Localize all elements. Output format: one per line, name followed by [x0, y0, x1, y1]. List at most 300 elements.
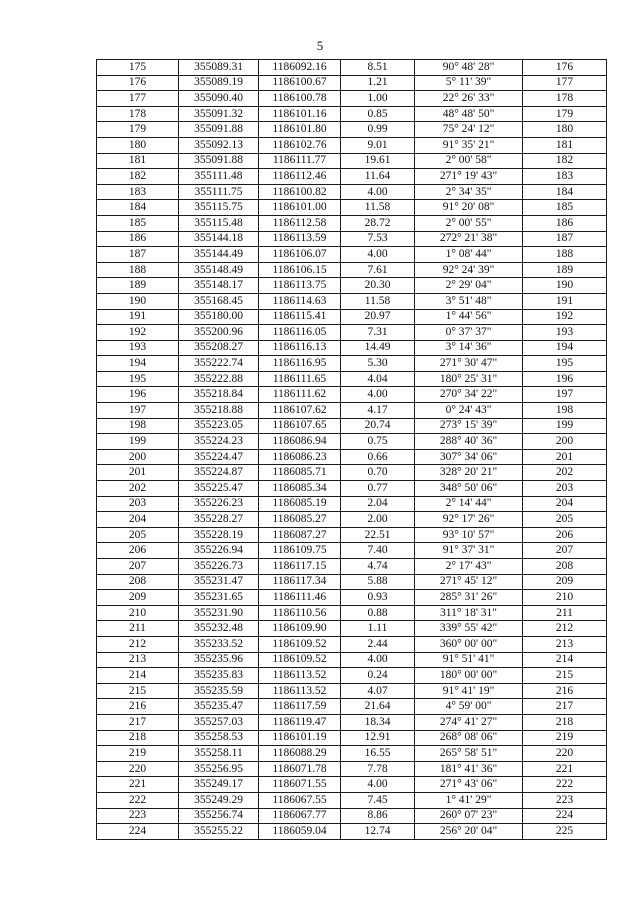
y-coordinate-cell: 1186111.77 [259, 153, 341, 169]
table-row [97, 621, 607, 637]
y-coordinate-cell: 1186101.00 [259, 200, 341, 216]
table-row [97, 309, 607, 325]
bearing-cell: 3° 51' 48" [415, 293, 523, 309]
table-row [97, 590, 607, 606]
x-coordinate-cell: 355218.84 [179, 387, 259, 403]
table-row [97, 481, 607, 497]
x-coordinate-cell: 355111.75 [179, 184, 259, 200]
bearing-cell: 0° 37' 37" [415, 325, 523, 341]
point-number-cell: 210 [97, 605, 179, 621]
point-number-cell: 205 [97, 527, 179, 543]
table-row [97, 247, 607, 263]
distance-cell: 7.61 [341, 262, 415, 278]
table-row [97, 278, 607, 294]
point-number-cell: 204 [97, 512, 179, 528]
point-number-cell: 186 [97, 231, 179, 247]
point-number-cell: 214 [97, 668, 179, 684]
table-row [97, 605, 607, 621]
next-point-cell: 200 [523, 434, 607, 450]
distance-cell: 4.07 [341, 683, 415, 699]
distance-cell: 28.72 [341, 215, 415, 231]
next-point-cell: 223 [523, 792, 607, 808]
bearing-cell: 0° 24' 43" [415, 403, 523, 419]
distance-cell: 9.01 [341, 137, 415, 153]
distance-cell: 20.30 [341, 278, 415, 294]
next-point-cell: 224 [523, 808, 607, 824]
table-row [97, 106, 607, 122]
point-number-cell: 211 [97, 621, 179, 637]
next-point-cell: 179 [523, 106, 607, 122]
point-number-cell: 212 [97, 636, 179, 652]
point-number-cell: 208 [97, 574, 179, 590]
y-coordinate-cell: 1186117.59 [259, 699, 341, 715]
next-point-cell: 197 [523, 387, 607, 403]
distance-cell: 1.21 [341, 75, 415, 91]
next-point-cell: 188 [523, 247, 607, 263]
next-point-cell: 181 [523, 137, 607, 153]
x-coordinate-cell: 355256.95 [179, 761, 259, 777]
bearing-cell: 2° 00' 55" [415, 215, 523, 231]
next-point-cell: 221 [523, 761, 607, 777]
x-coordinate-cell: 355235.47 [179, 699, 259, 715]
y-coordinate-cell: 1186116.13 [259, 340, 341, 356]
next-point-cell: 202 [523, 465, 607, 481]
bearing-cell: 270° 34' 22" [415, 387, 523, 403]
next-point-cell: 212 [523, 621, 607, 637]
next-point-cell: 184 [523, 184, 607, 200]
table-row [97, 543, 607, 559]
distance-cell: 7.40 [341, 543, 415, 559]
bearing-cell: 93° 10' 57" [415, 527, 523, 543]
x-coordinate-cell: 355222.74 [179, 356, 259, 372]
distance-cell: 4.00 [341, 247, 415, 263]
bearing-cell: 181° 41' 36" [415, 761, 523, 777]
next-point-cell: 193 [523, 325, 607, 341]
y-coordinate-cell: 1186085.34 [259, 481, 341, 497]
distance-cell: 0.70 [341, 465, 415, 481]
table-row [97, 293, 607, 309]
next-point-cell: 176 [523, 60, 607, 76]
x-coordinate-cell: 355148.17 [179, 278, 259, 294]
page-number: 5 [316, 38, 324, 53]
point-number-cell: 192 [97, 325, 179, 341]
y-coordinate-cell: 1186100.82 [259, 184, 341, 200]
x-coordinate-cell: 355222.88 [179, 371, 259, 387]
next-point-cell: 211 [523, 605, 607, 621]
next-point-cell: 208 [523, 559, 607, 575]
x-coordinate-cell: 355226.94 [179, 543, 259, 559]
x-coordinate-cell: 355255.22 [179, 824, 259, 840]
distance-cell: 1.11 [341, 621, 415, 637]
y-coordinate-cell: 1186087.27 [259, 527, 341, 543]
y-coordinate-cell: 1186092.16 [259, 60, 341, 76]
bearing-cell: 272° 21' 38" [415, 231, 523, 247]
x-coordinate-cell: 355235.59 [179, 683, 259, 699]
table-row [97, 418, 607, 434]
next-point-cell: 190 [523, 278, 607, 294]
bearing-cell: 2° 29' 04" [415, 278, 523, 294]
distance-cell: 7.45 [341, 792, 415, 808]
point-number-cell: 209 [97, 590, 179, 606]
x-coordinate-cell: 355111.48 [179, 169, 259, 185]
distance-cell: 1.00 [341, 91, 415, 107]
bearing-cell: 271° 30' 47" [415, 356, 523, 372]
bearing-cell: 5° 11' 39" [415, 75, 523, 91]
x-coordinate-cell: 355235.83 [179, 668, 259, 684]
next-point-cell: 225 [523, 824, 607, 840]
y-coordinate-cell: 1186109.75 [259, 543, 341, 559]
distance-cell: 2.00 [341, 512, 415, 528]
bearing-cell: 1° 08' 44" [415, 247, 523, 263]
next-point-cell: 201 [523, 449, 607, 465]
distance-cell: 5.30 [341, 356, 415, 372]
x-coordinate-cell: 355225.47 [179, 481, 259, 497]
distance-cell: 4.00 [341, 652, 415, 668]
next-point-cell: 204 [523, 496, 607, 512]
y-coordinate-cell: 1186119.47 [259, 714, 341, 730]
x-coordinate-cell: 355224.23 [179, 434, 259, 450]
point-number-cell: 200 [97, 449, 179, 465]
next-point-cell: 177 [523, 75, 607, 91]
table-row [97, 153, 607, 169]
next-point-cell: 191 [523, 293, 607, 309]
x-coordinate-cell: 355256.74 [179, 808, 259, 824]
distance-cell: 4.00 [341, 184, 415, 200]
x-coordinate-cell: 355089.31 [179, 60, 259, 76]
distance-cell: 0.85 [341, 106, 415, 122]
distance-cell: 2.44 [341, 636, 415, 652]
distance-cell: 7.53 [341, 231, 415, 247]
table-row [97, 465, 607, 481]
distance-cell: 11.58 [341, 200, 415, 216]
bearing-cell: 75° 24' 12" [415, 122, 523, 138]
point-number-cell: 218 [97, 730, 179, 746]
table-row [97, 371, 607, 387]
y-coordinate-cell: 1186107.65 [259, 418, 341, 434]
y-coordinate-cell: 1186107.62 [259, 403, 341, 419]
table-row [97, 403, 607, 419]
point-number-cell: 224 [97, 824, 179, 840]
x-coordinate-cell: 355257.03 [179, 714, 259, 730]
point-number-cell: 197 [97, 403, 179, 419]
y-coordinate-cell: 1186117.15 [259, 559, 341, 575]
distance-cell: 16.55 [341, 746, 415, 762]
next-point-cell: 182 [523, 153, 607, 169]
bearing-cell: 22° 26' 33" [415, 91, 523, 107]
y-coordinate-cell: 1186111.65 [259, 371, 341, 387]
distance-cell: 11.64 [341, 169, 415, 185]
point-number-cell: 221 [97, 777, 179, 793]
y-coordinate-cell: 1186071.78 [259, 761, 341, 777]
next-point-cell: 195 [523, 356, 607, 372]
bearing-cell: 307° 34' 06" [415, 449, 523, 465]
y-coordinate-cell: 1186088.29 [259, 746, 341, 762]
bearing-cell: 328° 20' 21" [415, 465, 523, 481]
point-number-cell: 188 [97, 262, 179, 278]
next-point-cell: 192 [523, 309, 607, 325]
point-number-cell: 219 [97, 746, 179, 762]
table-row [97, 714, 607, 730]
point-number-cell: 175 [97, 60, 179, 76]
next-point-cell: 205 [523, 512, 607, 528]
x-coordinate-cell: 355226.23 [179, 496, 259, 512]
next-point-cell: 222 [523, 777, 607, 793]
y-coordinate-cell: 1186101.16 [259, 106, 341, 122]
table-row [97, 60, 607, 76]
next-point-cell: 194 [523, 340, 607, 356]
y-coordinate-cell: 1186067.55 [259, 792, 341, 808]
y-coordinate-cell: 1186071.55 [259, 777, 341, 793]
x-coordinate-cell: 355091.32 [179, 106, 259, 122]
distance-cell: 19.61 [341, 153, 415, 169]
bearing-cell: 92° 24' 39" [415, 262, 523, 278]
y-coordinate-cell: 1186086.94 [259, 434, 341, 450]
table-row [97, 356, 607, 372]
point-number-cell: 190 [97, 293, 179, 309]
distance-cell: 12.91 [341, 730, 415, 746]
bearing-cell: 91° 51' 41" [415, 652, 523, 668]
bearing-cell: 3° 14' 36" [415, 340, 523, 356]
x-coordinate-cell: 355144.49 [179, 247, 259, 263]
table-row [97, 200, 607, 216]
table-row [97, 91, 607, 107]
table-row [97, 746, 607, 762]
y-coordinate-cell: 1186100.78 [259, 91, 341, 107]
table-row [97, 824, 607, 840]
point-number-cell: 223 [97, 808, 179, 824]
point-number-cell: 191 [97, 309, 179, 325]
x-coordinate-cell: 355168.45 [179, 293, 259, 309]
distance-cell: 4.17 [341, 403, 415, 419]
table-row [97, 792, 607, 808]
bearing-cell: 273° 15' 39" [415, 418, 523, 434]
point-number-cell: 202 [97, 481, 179, 497]
x-coordinate-cell: 355091.88 [179, 153, 259, 169]
y-coordinate-cell: 1186110.56 [259, 605, 341, 621]
table-row [97, 668, 607, 684]
table-row [97, 75, 607, 91]
y-coordinate-cell: 1186106.07 [259, 247, 341, 263]
point-number-cell: 182 [97, 169, 179, 185]
next-point-cell: 209 [523, 574, 607, 590]
next-point-cell: 178 [523, 91, 607, 107]
bearing-cell: 274° 41' 27" [415, 714, 523, 730]
distance-cell: 4.00 [341, 387, 415, 403]
table-row [97, 137, 607, 153]
bearing-cell: 180° 25' 31" [415, 371, 523, 387]
x-coordinate-cell: 355228.27 [179, 512, 259, 528]
y-coordinate-cell: 1186109.52 [259, 652, 341, 668]
distance-cell: 8.86 [341, 808, 415, 824]
table-row [97, 636, 607, 652]
table-row [97, 434, 607, 450]
distance-cell: 21.64 [341, 699, 415, 715]
next-point-cell: 213 [523, 636, 607, 652]
distance-cell: 14.49 [341, 340, 415, 356]
y-coordinate-cell: 1186085.19 [259, 496, 341, 512]
next-point-cell: 206 [523, 527, 607, 543]
bearing-cell: 90° 48' 28" [415, 60, 523, 76]
y-coordinate-cell: 1186117.34 [259, 574, 341, 590]
table-row [97, 527, 607, 543]
next-point-cell: 185 [523, 200, 607, 216]
x-coordinate-cell: 355218.88 [179, 403, 259, 419]
point-number-cell: 193 [97, 340, 179, 356]
table-row [97, 449, 607, 465]
bearing-cell: 2° 34' 35" [415, 184, 523, 200]
table-body [97, 60, 607, 840]
y-coordinate-cell: 1186109.52 [259, 636, 341, 652]
y-coordinate-cell: 1186113.52 [259, 668, 341, 684]
next-point-cell: 207 [523, 543, 607, 559]
y-coordinate-cell: 1186115.41 [259, 309, 341, 325]
x-coordinate-cell: 355224.47 [179, 449, 259, 465]
bearing-cell: 91° 35' 21" [415, 137, 523, 153]
next-point-cell: 189 [523, 262, 607, 278]
point-number-cell: 184 [97, 200, 179, 216]
table-row [97, 122, 607, 138]
bearing-cell: 285° 31' 26" [415, 590, 523, 606]
x-coordinate-cell: 355090.40 [179, 91, 259, 107]
table-row [97, 262, 607, 278]
table-row [97, 761, 607, 777]
y-coordinate-cell: 1186111.62 [259, 387, 341, 403]
distance-cell: 0.93 [341, 590, 415, 606]
table-row [97, 730, 607, 746]
bearing-cell: 180° 00' 00" [415, 668, 523, 684]
next-point-cell: 216 [523, 683, 607, 699]
y-coordinate-cell: 1186067.77 [259, 808, 341, 824]
point-number-cell: 194 [97, 356, 179, 372]
next-point-cell: 219 [523, 730, 607, 746]
x-coordinate-cell: 355231.47 [179, 574, 259, 590]
distance-cell: 2.04 [341, 496, 415, 512]
bearing-cell: 4° 59' 00" [415, 699, 523, 715]
bearing-cell: 91° 41' 19" [415, 683, 523, 699]
y-coordinate-cell: 1186111.46 [259, 590, 341, 606]
bearing-cell: 268° 08' 06" [415, 730, 523, 746]
next-point-cell: 217 [523, 699, 607, 715]
distance-cell: 0.75 [341, 434, 415, 450]
distance-cell: 20.97 [341, 309, 415, 325]
bearing-cell: 91° 20' 08" [415, 200, 523, 216]
bearing-cell: 2° 00' 58" [415, 153, 523, 169]
next-point-cell: 183 [523, 169, 607, 185]
x-coordinate-cell: 355228.19 [179, 527, 259, 543]
distance-cell: 0.99 [341, 122, 415, 138]
y-coordinate-cell: 1186116.05 [259, 325, 341, 341]
bearing-cell: 271° 19' 43" [415, 169, 523, 185]
x-coordinate-cell: 355231.90 [179, 605, 259, 621]
bearing-cell: 271° 45' 12" [415, 574, 523, 590]
bearing-cell: 256° 20' 04" [415, 824, 523, 840]
x-coordinate-cell: 355249.29 [179, 792, 259, 808]
next-point-cell: 196 [523, 371, 607, 387]
point-number-cell: 181 [97, 153, 179, 169]
y-coordinate-cell: 1186112.58 [259, 215, 341, 231]
next-point-cell: 210 [523, 590, 607, 606]
y-coordinate-cell: 1186059.04 [259, 824, 341, 840]
x-coordinate-cell: 355089.19 [179, 75, 259, 91]
table-row [97, 683, 607, 699]
point-number-cell: 199 [97, 434, 179, 450]
x-coordinate-cell: 355092.13 [179, 137, 259, 153]
next-point-cell: 180 [523, 122, 607, 138]
x-coordinate-cell: 355091.88 [179, 122, 259, 138]
distance-cell: 0.24 [341, 668, 415, 684]
table-row [97, 184, 607, 200]
x-coordinate-cell: 355226.73 [179, 559, 259, 575]
table-row [97, 387, 607, 403]
next-point-cell: 187 [523, 231, 607, 247]
point-number-cell: 220 [97, 761, 179, 777]
point-number-cell: 215 [97, 683, 179, 699]
bearing-cell: 1° 44' 56" [415, 309, 523, 325]
table-row [97, 574, 607, 590]
table-row [97, 496, 607, 512]
table-row [97, 215, 607, 231]
y-coordinate-cell: 1186102.76 [259, 137, 341, 153]
bearing-cell: 2° 14' 44" [415, 496, 523, 512]
x-coordinate-cell: 355223.05 [179, 418, 259, 434]
point-number-cell: 216 [97, 699, 179, 715]
point-number-cell: 183 [97, 184, 179, 200]
point-number-cell: 207 [97, 559, 179, 575]
y-coordinate-cell: 1186116.95 [259, 356, 341, 372]
y-coordinate-cell: 1186100.67 [259, 75, 341, 91]
x-coordinate-cell: 355224.87 [179, 465, 259, 481]
next-point-cell: 215 [523, 668, 607, 684]
distance-cell: 20.74 [341, 418, 415, 434]
y-coordinate-cell: 1186106.15 [259, 262, 341, 278]
next-point-cell: 218 [523, 714, 607, 730]
bearing-cell: 92° 17' 26" [415, 512, 523, 528]
x-coordinate-cell: 355208.27 [179, 340, 259, 356]
table-row [97, 777, 607, 793]
y-coordinate-cell: 1186086.23 [259, 449, 341, 465]
bearing-cell: 360° 00' 00" [415, 636, 523, 652]
x-coordinate-cell: 355148.49 [179, 262, 259, 278]
table-row [97, 325, 607, 341]
distance-cell: 4.00 [341, 777, 415, 793]
distance-cell: 0.66 [341, 449, 415, 465]
distance-cell: 0.77 [341, 481, 415, 497]
next-point-cell: 214 [523, 652, 607, 668]
x-coordinate-cell: 355249.17 [179, 777, 259, 793]
y-coordinate-cell: 1186113.59 [259, 231, 341, 247]
y-coordinate-cell: 1186101.80 [259, 122, 341, 138]
bearing-cell: 348° 50' 06" [415, 481, 523, 497]
table-row [97, 699, 607, 715]
point-number-cell: 196 [97, 387, 179, 403]
distance-cell: 0.88 [341, 605, 415, 621]
y-coordinate-cell: 1186101.19 [259, 730, 341, 746]
point-number-cell: 180 [97, 137, 179, 153]
point-number-cell: 198 [97, 418, 179, 434]
point-number-cell: 203 [97, 496, 179, 512]
y-coordinate-cell: 1186085.71 [259, 465, 341, 481]
y-coordinate-cell: 1186109.90 [259, 621, 341, 637]
next-point-cell: 186 [523, 215, 607, 231]
bearing-cell: 265° 58' 51" [415, 746, 523, 762]
point-number-cell: 176 [97, 75, 179, 91]
point-number-cell: 217 [97, 714, 179, 730]
distance-cell: 11.58 [341, 293, 415, 309]
table-row [97, 512, 607, 528]
x-coordinate-cell: 355233.52 [179, 636, 259, 652]
x-coordinate-cell: 355258.53 [179, 730, 259, 746]
x-coordinate-cell: 355232.48 [179, 621, 259, 637]
